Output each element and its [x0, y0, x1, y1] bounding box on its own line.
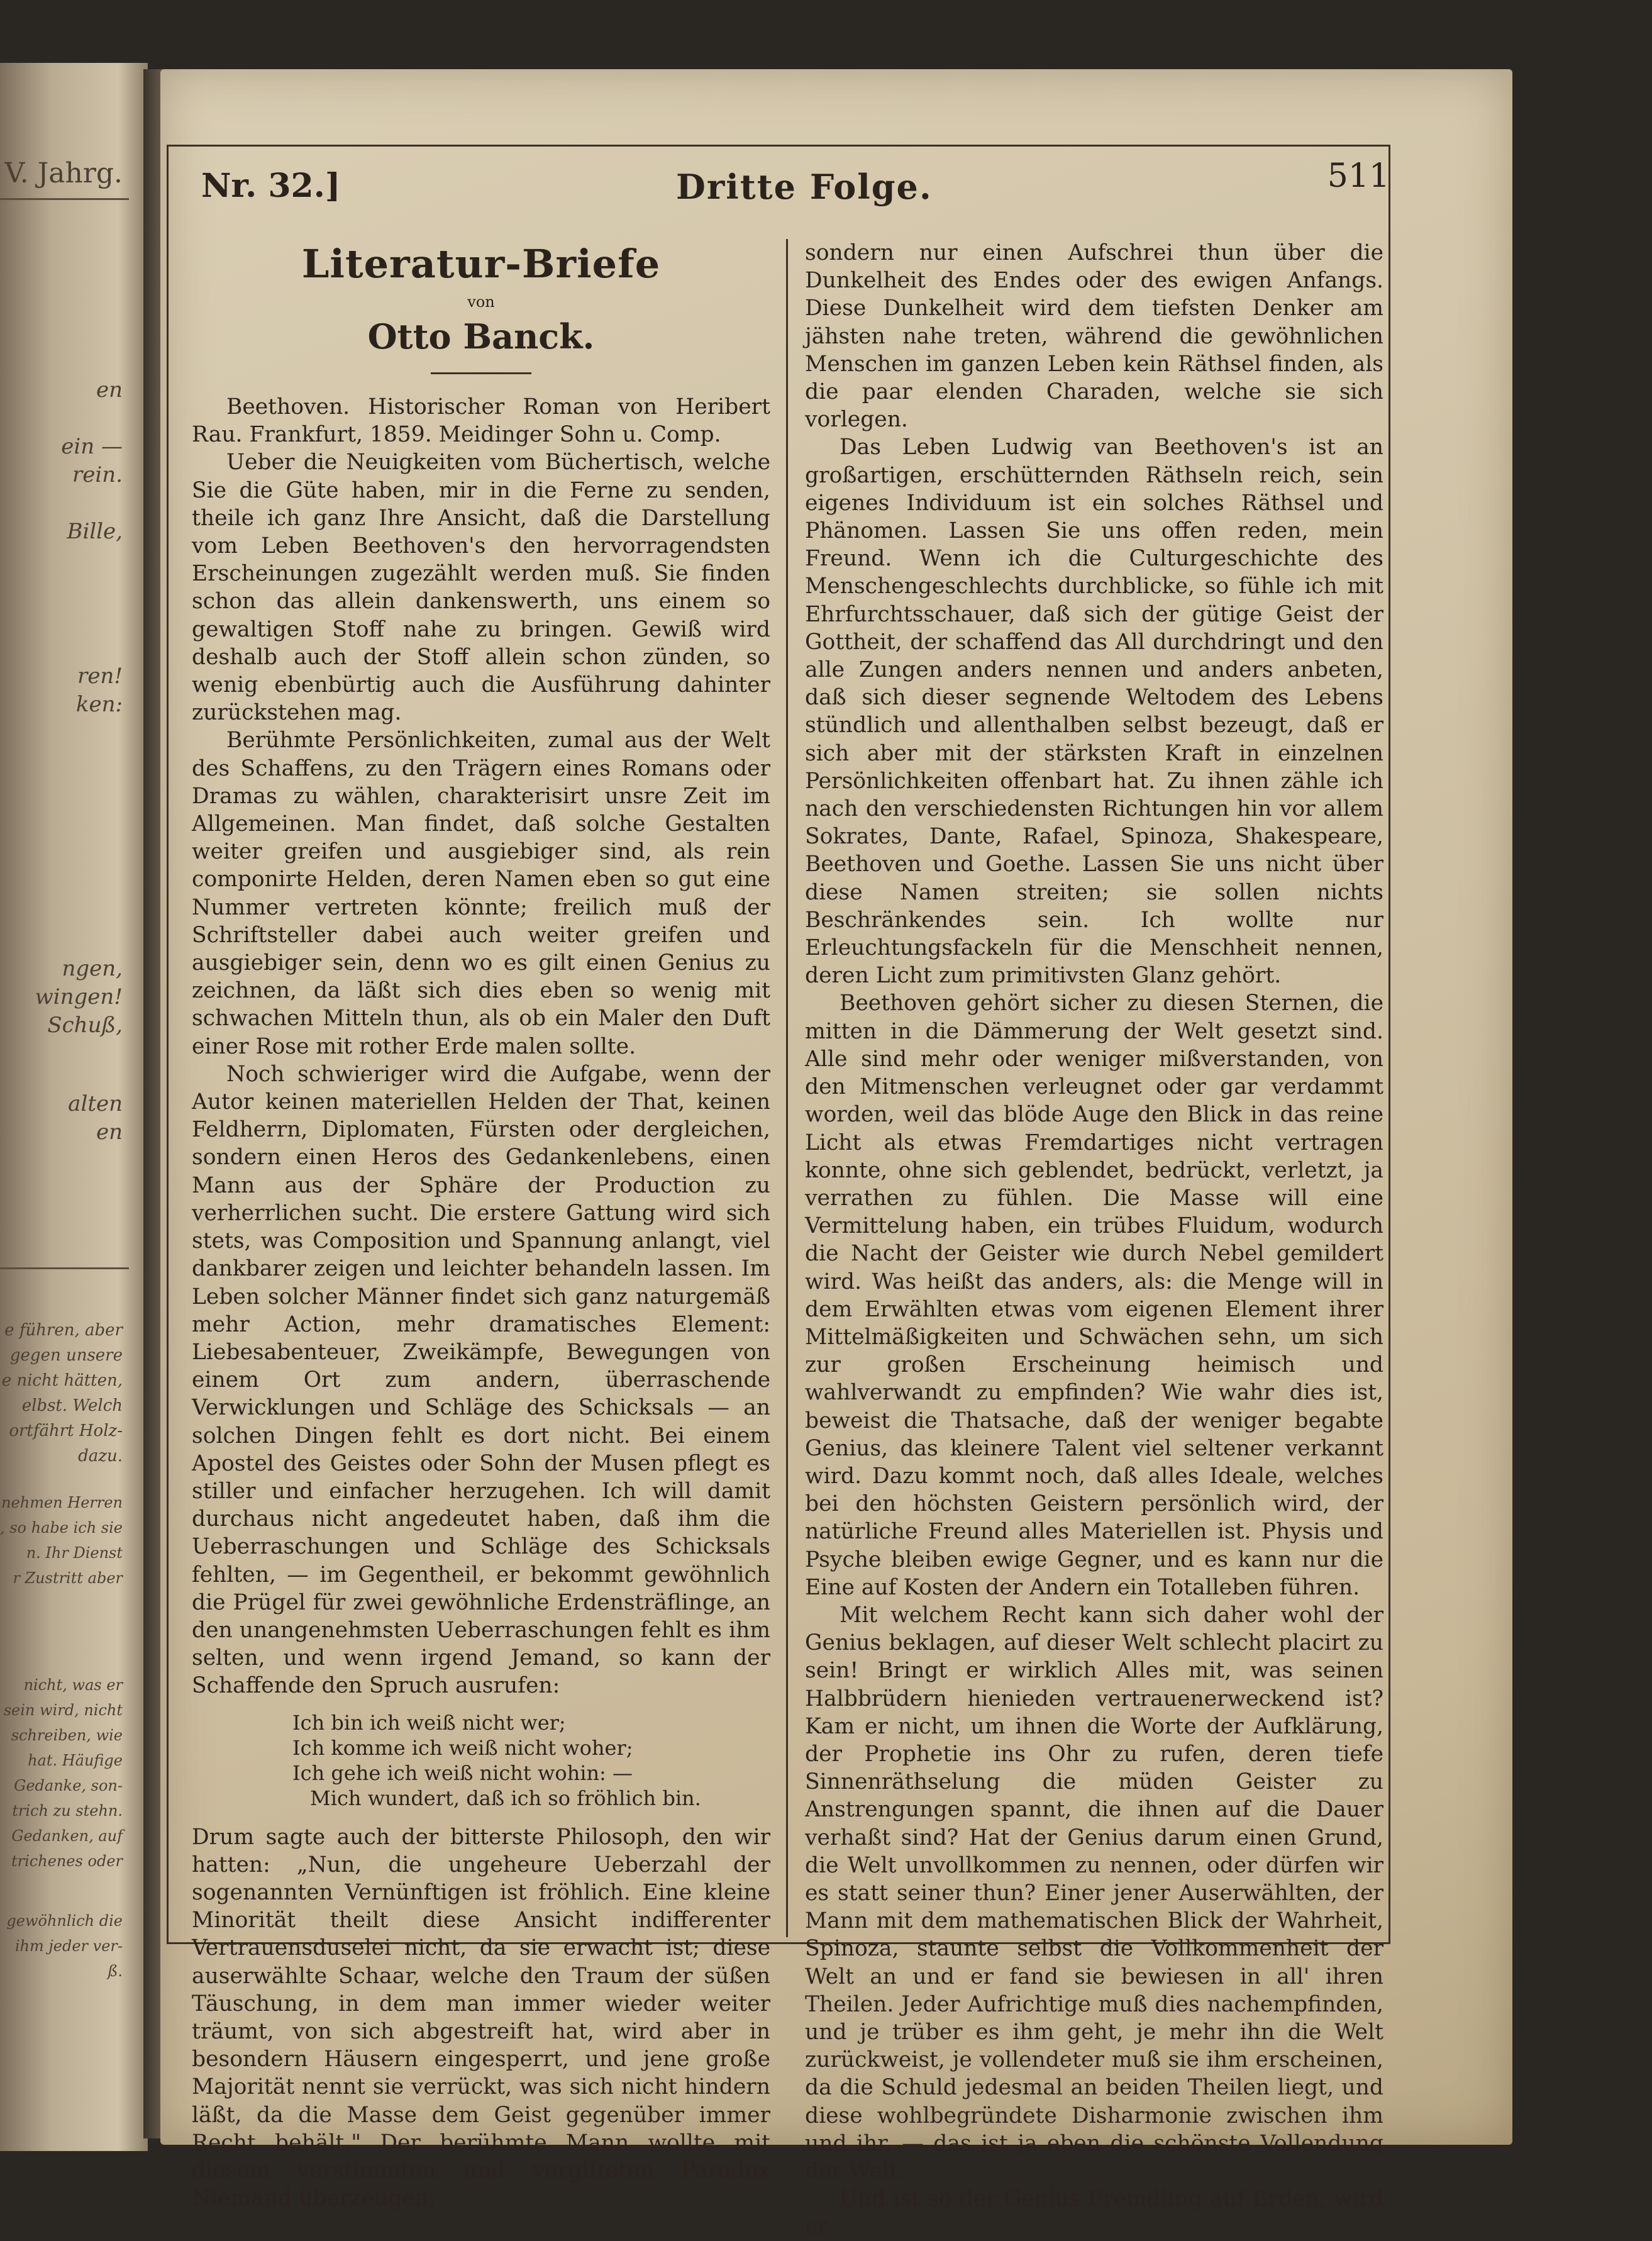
column-left: [192, 239, 770, 2212]
book-reference: Beethoven. Historischer Roman von Heribert Rau. Frankfurt, 1859. Meidinger Sohn u. Comp.: [192, 394, 770, 448]
paragraph: sondern nur einen Aufschrei thun über die Dunkelheit des Endes oder des ewigen Anfangs. Diese Dunkelheit wird dem tiefsten Denker am jähsten nahe treten, während die gewöhnlichen Menschen im ganzen Leben kein Räthsel finden, als die paar elenden Charaden, welche sie sich vorlegen.: [805, 240, 1383, 433]
facing-page-fragment: r Zustritt aber: [13, 1569, 123, 1587]
facing-page-fragment: nehmen Herren: [1, 1494, 123, 1511]
facing-page-fragment: dazu.: [78, 1447, 123, 1465]
facing-page-fragment: Schuß,: [47, 1013, 123, 1038]
poem-line: Ich komme ich weiß nicht woher;: [292, 1735, 633, 1760]
issue-number: Nr. 32.]: [201, 167, 341, 205]
paragraph: Noch schwieriger wird die Aufgabe, wenn der Autor keinen materiellen Helden der That, keinen Feldherrn, Diplomaten, Fürsten oder dergleichen, sondern einen Heros des Gedankenlebens, einen Mann aus der Sphäre der Production zu verherrlichen sucht. Die erstere Gattung wird sich stets, was Composition und Spannung anlangt, viel dankbarer zeigen und leichter behandeln lassen. Im Leben solcher Männer findet sich ganz naturgemäß mehr Action, mehr dramatisches Element: Liebesabenteuer, Zweikämpfe, Bewegungen von einem Ort zum andern, überraschende Verwicklungen und Schläge des Schicksals — an solchen Dingen fehlt es dort nicht. Bei einem Apostel des Geistes oder Sohn der Musen pflegt es stiller und einfacher herzugehen. Ich will damit durchaus nicht angedeutet haben, daß ihm die Ueberraschungen und Schläge des Schicksals fehlten, — im Gegentheil, er bekommt gewöhnlich die Prügel für zwei gewöhnliche Erdensträflinge, an den unangenehmsten Ueberraschungen fehlt es ihm selten, und wenn irgend Jemand, so kann der Schaffende den Spruch ausrufen:: [192, 1061, 770, 1699]
paragraph: Und ist so der Genius Fremdling auf Erden, wird er: [805, 2186, 1383, 2240]
facing-page-fragment: en: [96, 1120, 123, 1145]
page-number: 511: [1327, 157, 1390, 195]
facing-page-fragment: ren!: [77, 664, 123, 689]
paragraph: Beethoven gehört sicher zu diesen Sternen, die mitten in die Dämmerung der Welt gesetzt sind. Alle sind mehr oder weniger mißverstanden, von den Mitmenschen verleugnet oder gar verdammt worden, weil das blöde Auge den Blick in das reine Licht als etwas Fremdartiges nicht vertragen konnte, ohne sich geblendet, bedrückt, verletzt, ja verrathen zu fühlen. Die Masse will eine Vermittelung haben, ein trübes Fluidum, wodurch die Nacht der Geister wie durch Nebel gemildert wird. Was heißt das anders, als: die Menge will in dem Erwählten etwas vom eigenen Element ihrer Mittelmäßigkeiten und Schwächen sehn, um sich zur großen Erscheinung heimisch und wahlverwandt zu empfinden? Wie wahr dies ist, beweist die Thatsache, daß der weniger begabte Genius, das kleinere Talent viel seltener verkannt wird. Dazu kommt noch, daß alles Ideale, welches bei den höchsten Geistern persönlich wird, der natürliche Freund alles Materiellen ist. Physis und Psyche bleiben ewige Gegner, und es kann nur die Eine auf Kosten der Andern ein Totalleben führen.: [805, 991, 1383, 1600]
page-header: [167, 148, 1390, 226]
paragraph: Drum sagte auch der bitterste Philosoph, den wir hatten: „Nun, die ungeheure Ueberzahl der sogenannten Vernünftigen ist fröhlich. Eine kleine Minorität theilt diese Ansicht indifferenter Vertrauensduselei nicht, da sie erwacht ist; diese auserwählte Schaar, welche den Traum der süßen Täuschung, in dem man immer wieder weiter träumt, von sich abgestreift hat, wird aber in besondern Häusern eingesperrt, und jene große Majorität nennt sie verrückt, was sich nicht hindern läßt, da die Masse dem Geist gegenüber immer Recht behält." Der berühmte Mann wollte mit diesem verstimmten und vergifteten Paradox Niemand überzeugen,: [192, 1824, 770, 2211]
facing-page-fragment: schreiben, wie: [11, 1727, 123, 1744]
paragraph: Mit welchem Recht kann sich daher wohl der Genius beklagen, auf dieser Welt schlecht placirt zu sein! Bringt er wirklich Alles mit, was seinen Halbbrüdern hienieden vertrauenerweckend ist? Kam er nicht, um ihnen die Worte der Aufklärung, der Prophetie ins Ohr zu rufen, deren tiefe Sinnenräthselung die müden Geister zu Anstrengungen spannt, die ihnen auf die Dauer verhaßt sind? Hat der Genius darum einen Grund, die Welt unvollkommen zu nennen, oder dürfen wir es statt seiner thun? Einer jener Auserwählten, der Mann mit dem mathematischen Blick der Wahrheit, Spinoza, staunte selbst die Vollkommenheit der Welt an und er fand sie bewiesen in all' ihren Theilen. Jeder Aufrichtige muß dies nachempfinden, und je trüber es ihm geht, je mehr ihn die Welt zurückweist, je vollendeter muß sie ihm erscheinen, da die Schuld jedesmal an beiden Theilen liegt, und diese wohlbegründete Disharmonie zwischen ihm und ihr, — das ist ja eben die schönste Vollendung der Welt.: [805, 1602, 1383, 2184]
poem-quote: [292, 1710, 770, 1811]
facing-page-fragment: , so habe ich sie: [0, 1519, 123, 1537]
facing-page-fragment: n. Ihr Dienst: [26, 1544, 123, 1562]
facing-page-fragment: e führen, aber: [4, 1321, 123, 1340]
poem-line: Ich gehe ich weiß nicht wohin: —: [292, 1760, 633, 1785]
facing-page-rule: [0, 1267, 129, 1269]
facing-page-fragment: ken:: [75, 692, 123, 717]
facing-page-fragment: gewöhnlich die: [6, 1912, 123, 1930]
poem-line: Ich bin ich weiß nicht wer;: [292, 1710, 566, 1735]
facing-page-fragment: Bille,: [67, 519, 123, 544]
facing-page-fragment: alten: [68, 1091, 123, 1116]
facing-page-fragment: trichenes oder: [11, 1852, 123, 1870]
paragraph: Ueber die Neuigkeiten vom Büchertisch, welche Sie die Güte haben, mir in die Ferne zu senden, theile ich ganz Ihre Ansicht, daß die Darstellung vom Leben Beethoven's den hervorragendsten Erscheinungen zugezählt werden muß. Sie finden schon das allein dankenswerth, uns einem so gewaltigen Stoff nahe zu bringen. Gewiß wird deshalb auch der Stoff allein schon zünden, so wenig ebenbürtig auch die Ausführung dahinter zurückstehen mag.: [192, 450, 770, 726]
facing-page: [0, 63, 148, 2151]
article-author: Otto Banck.: [367, 316, 595, 357]
facing-page-fragment: hat. Häufige: [28, 1752, 123, 1769]
column-separator: [786, 239, 788, 1937]
paragraph: Berühmte Persönlichkeiten, zumal aus der Welt des Schaffens, zu den Trägern eines Romans oder Dramas zu wählen, charakterisirt unsre Zeit im Allgemeinen. Man findet, daß solche Gestalten weiter greifen und ausgiebiger sind, als rein componirte Helden, deren Namen eben so gut eine Nummer vertreten könnte; freilich muß der Schriftsteller dabei auch weiter greifen und ausgiebiger sein, denn wo es gilt einen Genius zu zeichnen, da läßt sich dies eben so wenig mit schwachen Mitteln thun, als ob ein Maler den Duft einer Rose mit rother Erde malen sollte.: [192, 728, 770, 1059]
facing-page-fragment: wingen!: [35, 984, 123, 1009]
facing-page-fragment: sein wird, nicht: [3, 1701, 123, 1719]
facing-page-fragment: e nicht hätten,: [1, 1371, 123, 1390]
facing-page-fragment: Gedanken, auf: [11, 1827, 123, 1845]
facing-page-rule: [0, 198, 129, 200]
facing-page-fragment: trich zu stehn.: [12, 1802, 123, 1820]
facing-page-fragment: ß.: [108, 1962, 123, 1980]
facing-page-fragment: gegen unsere: [9, 1346, 123, 1365]
poem-line: Mich wundert, daß ich so fröhlich bin.: [310, 1786, 701, 1810]
byline-von: von: [467, 293, 495, 311]
facing-page-fragment: rein.: [72, 462, 123, 487]
facing-page-fragment: nicht, was er: [23, 1676, 123, 1694]
facing-page-fragment: en: [96, 377, 123, 403]
title-rule: [431, 372, 531, 374]
facing-page-fragment: ortfährt Holz-: [9, 1421, 123, 1440]
column-right: [805, 239, 1383, 2241]
facing-page-fragment: ngen,: [62, 956, 123, 981]
facing-page-fragment: Gedanke, son-: [14, 1777, 123, 1794]
article-title: Literatur-Briefe: [301, 241, 661, 287]
facing-page-fragment: elbst. Welch: [21, 1396, 123, 1415]
series-title: Dritte Folge.: [676, 167, 933, 207]
facing-page-fragment: ein —: [61, 434, 123, 459]
paragraph: Das Leben Ludwig van Beethoven's ist an großartigen, erschütternden Räthseln reich, sein eigenes Individuum ist ein solches Räthsel und Phänomen. Lassen Sie uns offen reden, mein Freund. Wenn ich die Culturgeschichte des Menschengeschlechts durchblicke, so fühle ich mit Ehrfurchtsschauer, daß sich der gütige Geist der Gottheit, der schaffend das All durchdringt und den alle Zungen anders nennen und anders anbeten, daß sich dieser segnende Weltodem des Lebens stündlich und allenthalben selbst bezeugt, daß er sich aber mit der stärksten Kraft in einzelnen Persönlichkeiten offenbart hat. Zu ihnen zähle ich nach den verschiedensten Richtungen hin vor allem Sokrates, Dante, Rafael, Spinoza, Shakespeare, Beethoven und Goethe. Lassen Sie uns nicht über diese Namen streiten; sie sollen nichts Beschränkendes sein. Ich wollte nur Erleuchtungsfackeln für die Menschheit nennen, deren Licht zum primitivsten Glanz gehört.: [805, 435, 1383, 989]
facing-page-fragment: ihm jeder ver-: [14, 1937, 123, 1955]
facing-page-fragment: V. Jahrg.: [4, 157, 123, 189]
